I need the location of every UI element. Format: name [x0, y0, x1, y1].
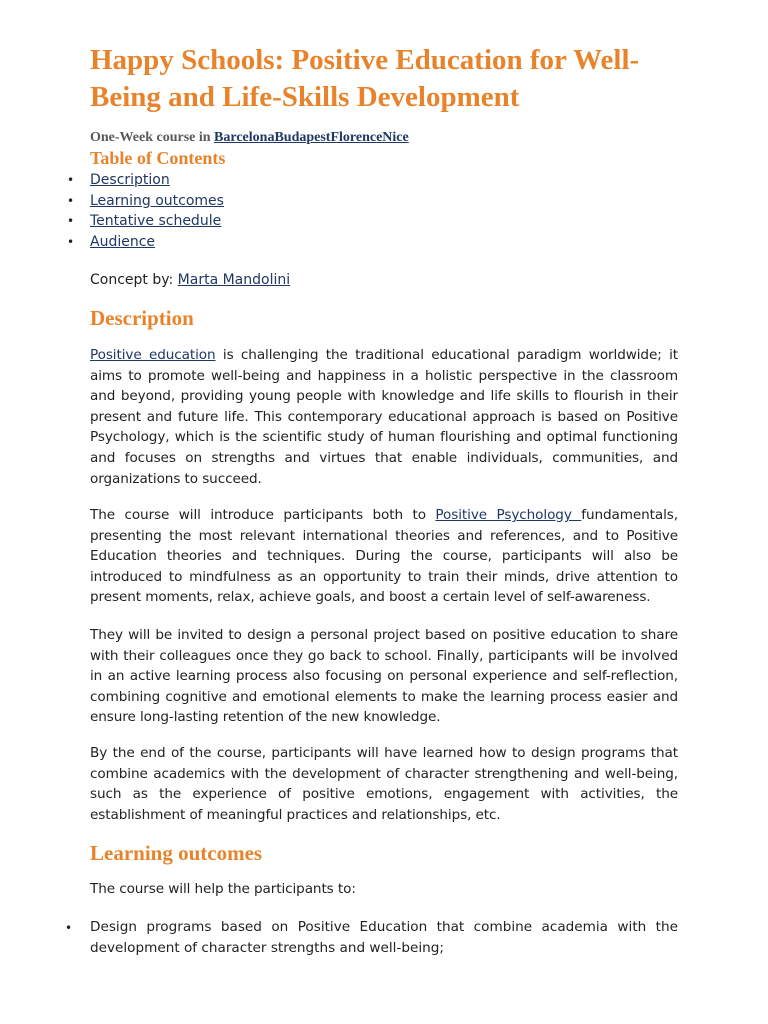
description-heading: Description — [90, 306, 194, 330]
description-paragraph-4: By the end of the course, participants will have learned how to design programs that combine academics with the development of character strengthening and well-being, such as the experience of positive emotions, engagement with activities, the establishment of meaningful practices and relationships, etc. — [90, 745, 678, 823]
course-locations-line — [90, 130, 409, 146]
positive-psychology-link[interactable]: Positive Psychology — [435, 507, 582, 523]
toc-title: Table of Contents — [90, 148, 226, 168]
toc-link-audience[interactable]: Audience — [90, 234, 156, 251]
description-p2-after: fundamentals, presenting the most relevant international theories and references, and to Positive Education theories and techniques. During the course, participants will also be introduced to mindfulness as an opportunity to train their minds, drive attention to present moments, relax, achieve goals, and boost a certain level of self-awareness. — [90, 507, 679, 606]
learning-outcomes-heading: Learning outcomes — [90, 841, 263, 865]
description-p2-before: The course will introduce participants both to — [90, 507, 436, 523]
table-of-contents — [60, 170, 224, 253]
toc-link-tentative-schedule[interactable]: Tentative schedule — [90, 213, 222, 230]
toc-item — [60, 211, 224, 232]
toc-link-description[interactable]: Description — [90, 172, 170, 188]
course-prefix: One-Week course in — [90, 130, 215, 145]
concept-by — [90, 272, 290, 288]
toc-item — [60, 232, 224, 253]
outcome-item: Design programs based on Positive Education that combine academia with the development of character strengths and well-being; — [90, 919, 678, 956]
page-title: Happy Schools: Positive Education for Well-Being and Life-Skills Development — [90, 44, 640, 113]
toc-item — [60, 170, 224, 191]
description-paragraph-1 — [90, 345, 678, 489]
locations-link[interactable]: BarcelonaBudapestFlorenceNice — [214, 130, 409, 145]
description-p1-text: is challenging the traditional educational paradigm worldwide; it aims to promote well-being and happiness in a holistic perspective in the classroom and beyond, providing young people with knowledge and life skills to flourish in their present and future life. This contemporary educational approach is based on Positive Psychology, which is the scientific study of human flourishing and optimal functioning and focuses on strengths and virtues that enable individuals, communities, and organizations to succeed. — [90, 347, 678, 487]
outcomes-intro: The course will help the participants to: — [90, 881, 356, 897]
author-link[interactable]: Marta Mandolini — [177, 272, 291, 288]
bullet-marker: • — [65, 921, 73, 935]
concept-prefix: Concept by: — [90, 272, 178, 288]
toc-link-learning-outcomes[interactable]: Learning outcomes — [90, 192, 224, 209]
description-paragraph-2 — [90, 505, 678, 608]
positive-education-link[interactable]: Positive education — [90, 347, 216, 363]
description-paragraph-3: They will be invited to design a personal project based on positive education to share with their colleagues once they go back to school. Finally, participants will be involved in an active learning process also focusing on personal experience and self-reflection, combining cognitive and emotional elements to make the learning process easier and ensure long-lasting retention of the new knowledge. — [90, 627, 678, 726]
toc-item — [60, 191, 224, 212]
